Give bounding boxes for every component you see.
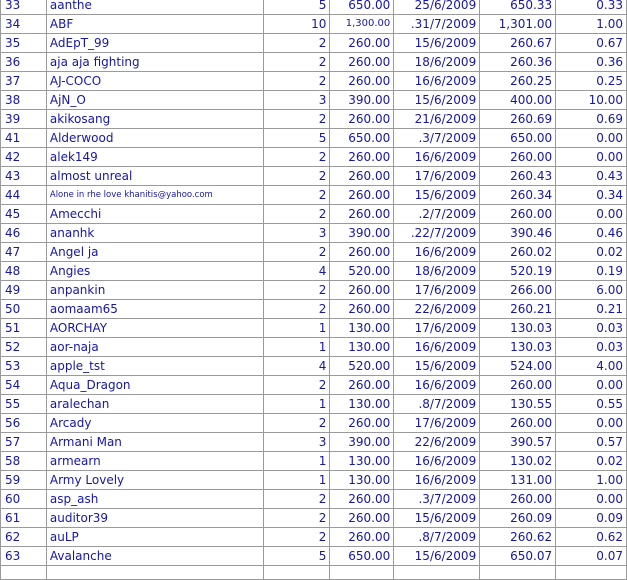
total-cell[interactable]: 390.46 [480,224,556,243]
difference-cell[interactable]: 4.00 [556,357,627,376]
table-row [1,357,627,376]
name-cell[interactable]: AORCHAY [46,319,263,338]
quantity-cell[interactable]: 4 [263,357,330,376]
table-row [1,0,627,15]
table-row [1,338,627,357]
quantity-cell[interactable]: 2 [263,148,330,167]
amount-cell[interactable]: 390.00 [330,224,394,243]
date-cell[interactable]: .2/7/2009 [394,205,480,224]
quantity-cell[interactable]: 2 [263,414,330,433]
difference-cell[interactable]: 0.03 [556,338,627,357]
table-row [1,34,627,53]
amount-cell[interactable]: 390.00 [330,91,394,110]
date-cell[interactable]: 21/6/2009 [394,110,480,129]
name-cell[interactable]: Alone in rhe love khanitis@yahoo.com [46,186,263,205]
row-number-cell[interactable]: 46 [1,224,47,243]
difference-cell[interactable]: 1.00 [556,471,627,490]
name-cell[interactable]: aanthe [46,0,263,15]
name-cell[interactable]: Amecchi [46,205,263,224]
table-row [1,528,627,547]
quantity-cell[interactable]: 1 [263,452,330,471]
date-cell[interactable]: 25/6/2009 [394,0,480,15]
total-cell[interactable]: 260.02 [480,243,556,262]
date-cell[interactable]: 17/6/2009 [394,319,480,338]
difference-cell[interactable]: 0.36 [556,53,627,72]
quantity-cell[interactable]: 5 [263,0,330,15]
difference-cell[interactable]: 0.46 [556,224,627,243]
quantity-cell[interactable]: 2 [263,300,330,319]
row-number-cell[interactable]: 42 [1,148,47,167]
name-cell[interactable]: Aqua_Dragon [46,376,263,395]
quantity-cell[interactable]: 1 [263,338,330,357]
name-cell[interactable]: akikosang [46,110,263,129]
amount-cell[interactable]: 260.00 [330,34,394,53]
total-cell[interactable]: 266.00 [480,281,556,300]
table-row [1,490,627,509]
date-cell[interactable]: 17/6/2009 [394,167,480,186]
amount-cell[interactable]: 650.00 [330,129,394,148]
date-cell[interactable]: .8/7/2009 [394,395,480,414]
amount-cell[interactable]: 1,300.00 [330,15,394,34]
date-cell[interactable]: 16/6/2009 [394,72,480,91]
date-cell[interactable]: .8/7/2009 [394,528,480,547]
row-number-cell[interactable]: 38 [1,91,47,110]
amount-cell[interactable]: 520.00 [330,357,394,376]
date-cell[interactable]: 18/6/2009 [394,53,480,72]
difference-cell[interactable]: 0.03 [556,319,627,338]
row-number-cell[interactable]: 36 [1,53,47,72]
empty-cell[interactable] [480,566,556,580]
quantity-cell[interactable]: 2 [263,376,330,395]
table-row [1,376,627,395]
name-cell[interactable]: Armani Man [46,433,263,452]
total-cell[interactable]: 260.00 [480,148,556,167]
amount-cell[interactable]: 260.00 [330,205,394,224]
quantity-cell[interactable]: 3 [263,433,330,452]
name-cell[interactable]: almost unreal [46,167,263,186]
row-number-cell[interactable]: 56 [1,414,47,433]
name-cell[interactable]: ananhk [46,224,263,243]
quantity-cell[interactable]: 2 [263,110,330,129]
total-cell[interactable]: 260.00 [480,205,556,224]
amount-cell[interactable]: 260.00 [330,376,394,395]
name-cell[interactable]: apple_tst [46,357,263,376]
quantity-cell[interactable]: 2 [263,72,330,91]
table-row [1,224,627,243]
date-cell[interactable]: 22/6/2009 [394,300,480,319]
date-cell[interactable]: .22/7/2009 [394,224,480,243]
table-row [1,129,627,148]
row-number-cell[interactable]: 45 [1,205,47,224]
date-cell[interactable]: 16/6/2009 [394,148,480,167]
table-row [1,414,627,433]
row-number-cell[interactable]: 54 [1,376,47,395]
difference-cell[interactable]: 0.00 [556,129,627,148]
table-row [1,547,627,566]
empty-cell[interactable] [330,566,394,580]
total-cell[interactable]: 260.25 [480,72,556,91]
row-number-cell[interactable]: 41 [1,129,47,148]
table-row [1,205,627,224]
total-cell[interactable]: 260.21 [480,300,556,319]
row-number-cell[interactable]: 34 [1,15,47,34]
table-row [1,452,627,471]
table-row [1,262,627,281]
date-cell[interactable]: 15/6/2009 [394,34,480,53]
row-number-cell[interactable]: 63 [1,547,47,566]
date-cell[interactable]: 18/6/2009 [394,262,480,281]
total-cell[interactable]: 260.67 [480,34,556,53]
total-cell[interactable]: 130.55 [480,395,556,414]
date-cell[interactable]: .3/7/2009 [394,490,480,509]
difference-cell[interactable]: 0.00 [556,205,627,224]
quantity-cell[interactable]: 2 [263,243,330,262]
row-number-cell[interactable]: 37 [1,72,47,91]
name-cell[interactable]: auditor39 [46,509,263,528]
quantity-cell[interactable]: 1 [263,395,330,414]
quantity-cell[interactable]: 2 [263,167,330,186]
difference-cell[interactable]: 0.67 [556,34,627,53]
amount-cell[interactable]: 520.00 [330,262,394,281]
amount-cell[interactable]: 390.00 [330,433,394,452]
row-number-cell[interactable]: 59 [1,471,47,490]
quantity-cell[interactable]: 2 [263,528,330,547]
empty-cell[interactable] [394,566,480,580]
date-cell[interactable]: 17/6/2009 [394,414,480,433]
date-cell[interactable]: 15/6/2009 [394,509,480,528]
total-cell[interactable]: 650.07 [480,547,556,566]
amount-cell[interactable]: 260.00 [330,167,394,186]
amount-cell[interactable]: 130.00 [330,319,394,338]
date-cell[interactable]: 16/6/2009 [394,376,480,395]
name-cell[interactable]: asp_ash [46,490,263,509]
table-row [1,509,627,528]
date-cell[interactable]: .31/7/2009 [394,15,480,34]
table-row [1,433,627,452]
quantity-cell[interactable]: 2 [263,281,330,300]
empty-cell[interactable] [1,566,47,580]
difference-cell[interactable]: 0.00 [556,414,627,433]
name-cell[interactable]: ABF [46,15,263,34]
total-cell[interactable]: 650.00 [480,129,556,148]
row-number-cell[interactable]: 53 [1,357,47,376]
amount-cell[interactable]: 650.00 [330,547,394,566]
total-cell[interactable]: 130.03 [480,338,556,357]
table-row [1,319,627,338]
quantity-cell[interactable]: 1 [263,319,330,338]
table-row [1,110,627,129]
total-cell[interactable]: 260.43 [480,167,556,186]
total-cell[interactable]: 390.57 [480,433,556,452]
amount-cell[interactable]: 260.00 [330,53,394,72]
total-cell[interactable]: 260.00 [480,490,556,509]
quantity-cell[interactable]: 5 [263,129,330,148]
quantity-cell[interactable]: 2 [263,509,330,528]
name-cell[interactable]: Avalanche [46,547,263,566]
name-cell[interactable]: Angies [46,262,263,281]
amount-cell[interactable]: 260.00 [330,281,394,300]
row-number-cell[interactable]: 33 [1,0,47,15]
date-cell[interactable]: .3/7/2009 [394,129,480,148]
difference-cell[interactable]: 0.43 [556,167,627,186]
total-cell[interactable]: 260.62 [480,528,556,547]
difference-cell[interactable]: 0.34 [556,186,627,205]
difference-cell[interactable]: 0.00 [556,376,627,395]
row-number-cell[interactable]: 47 [1,243,47,262]
name-cell[interactable]: Arcady [46,414,263,433]
name-cell[interactable]: aralechan [46,395,263,414]
difference-cell[interactable]: 10.00 [556,91,627,110]
table-row [1,281,627,300]
row-number-cell[interactable]: 48 [1,262,47,281]
difference-cell[interactable]: 0.25 [556,72,627,91]
amount-cell[interactable]: 260.00 [330,243,394,262]
empty-cell[interactable] [556,566,627,580]
row-number-cell[interactable]: 58 [1,452,47,471]
row-number-cell[interactable]: 62 [1,528,47,547]
row-number-cell[interactable]: 35 [1,34,47,53]
quantity-cell[interactable]: 2 [263,205,330,224]
date-cell[interactable]: 16/6/2009 [394,471,480,490]
row-number-cell[interactable]: 43 [1,167,47,186]
total-cell[interactable]: 650.33 [480,0,556,15]
name-cell[interactable]: AjN_O [46,91,263,110]
date-cell[interactable]: 16/6/2009 [394,452,480,471]
amount-cell[interactable]: 650.00 [330,0,394,15]
date-cell[interactable]: 15/6/2009 [394,91,480,110]
amount-cell[interactable]: 260.00 [330,509,394,528]
name-cell[interactable]: aor-naja [46,338,263,357]
amount-cell[interactable]: 260.00 [330,186,394,205]
total-cell[interactable]: 130.03 [480,319,556,338]
quantity-cell[interactable]: 2 [263,490,330,509]
quantity-cell[interactable]: 4 [263,262,330,281]
empty-cell[interactable] [263,566,330,580]
difference-cell[interactable]: 0.33 [556,0,627,15]
difference-cell[interactable]: 0.21 [556,300,627,319]
table-row [1,53,627,72]
total-cell[interactable]: 260.00 [480,414,556,433]
total-cell[interactable]: 520.19 [480,262,556,281]
difference-cell[interactable]: 0.55 [556,395,627,414]
name-cell[interactable]: auLP [46,528,263,547]
row-number-cell[interactable]: 44 [1,186,47,205]
amount-cell[interactable]: 130.00 [330,471,394,490]
table-row [1,72,627,91]
amount-cell[interactable]: 260.00 [330,528,394,547]
total-cell[interactable]: 524.00 [480,357,556,376]
name-cell[interactable]: Alderwood [46,129,263,148]
total-cell[interactable]: 260.69 [480,110,556,129]
amount-cell[interactable]: 260.00 [330,300,394,319]
row-number-cell[interactable]: 52 [1,338,47,357]
date-cell[interactable]: 15/6/2009 [394,547,480,566]
date-cell[interactable]: 17/6/2009 [394,281,480,300]
difference-cell[interactable]: 0.19 [556,262,627,281]
row-number-cell[interactable]: 61 [1,509,47,528]
date-cell[interactable]: 16/6/2009 [394,243,480,262]
table-row [1,91,627,110]
total-cell[interactable]: 260.00 [480,376,556,395]
quantity-cell[interactable]: 3 [263,91,330,110]
table-row [1,186,627,205]
amount-cell[interactable]: 260.00 [330,72,394,91]
date-cell[interactable]: 15/6/2009 [394,357,480,376]
total-cell[interactable]: 260.09 [480,509,556,528]
row-number-cell[interactable]: 39 [1,110,47,129]
quantity-cell[interactable]: 2 [263,186,330,205]
table-row [1,15,627,34]
table-row-partial [1,566,627,580]
quantity-cell[interactable]: 5 [263,547,330,566]
name-cell[interactable]: Army Lovely [46,471,263,490]
table-row [1,300,627,319]
table-row [1,167,627,186]
difference-cell[interactable]: 0.09 [556,509,627,528]
total-cell[interactable]: 400.00 [480,91,556,110]
total-cell[interactable]: 260.36 [480,53,556,72]
difference-cell[interactable]: 0.02 [556,452,627,471]
date-cell[interactable]: 15/6/2009 [394,186,480,205]
name-cell[interactable]: anpankin [46,281,263,300]
difference-cell[interactable]: 0.02 [556,243,627,262]
row-number-cell[interactable]: 50 [1,300,47,319]
amount-cell[interactable]: 130.00 [330,338,394,357]
amount-cell[interactable]: 260.00 [330,414,394,433]
row-number-cell[interactable]: 51 [1,319,47,338]
difference-cell[interactable]: 0.00 [556,148,627,167]
row-number-cell[interactable]: 60 [1,490,47,509]
quantity-cell[interactable]: 2 [263,34,330,53]
amount-cell[interactable]: 130.00 [330,395,394,414]
table-row [1,148,627,167]
difference-cell[interactable]: 0.07 [556,547,627,566]
name-cell[interactable]: armearn [46,452,263,471]
date-cell[interactable]: 22/6/2009 [394,433,480,452]
difference-cell[interactable]: 0.62 [556,528,627,547]
name-cell[interactable]: AJ-COCO [46,72,263,91]
row-number-cell[interactable]: 55 [1,395,47,414]
name-cell[interactable]: Angel ja [46,243,263,262]
name-cell[interactable]: aja aja fighting [46,53,263,72]
amount-cell[interactable]: 260.00 [330,110,394,129]
total-cell[interactable]: 131.00 [480,471,556,490]
name-cell[interactable]: aomaam65 [46,300,263,319]
row-number-cell[interactable]: 57 [1,433,47,452]
amount-cell[interactable]: 260.00 [330,490,394,509]
row-number-cell[interactable]: 49 [1,281,47,300]
difference-cell[interactable]: 1.00 [556,15,627,34]
name-cell[interactable]: alek149 [46,148,263,167]
name-cell[interactable]: AdEpT_99 [46,34,263,53]
table-row [1,395,627,414]
table-row [1,471,627,490]
amount-cell[interactable]: 130.00 [330,452,394,471]
table-row [1,243,627,262]
total-cell[interactable]: 260.34 [480,186,556,205]
total-cell[interactable]: 1,301.00 [480,15,556,34]
total-cell[interactable]: 130.02 [480,452,556,471]
amount-cell[interactable]: 260.00 [330,148,394,167]
difference-cell[interactable]: 6.00 [556,281,627,300]
quantity-cell[interactable]: 2 [263,53,330,72]
quantity-cell[interactable]: 1 [263,471,330,490]
quantity-cell[interactable]: 3 [263,224,330,243]
quantity-cell[interactable]: 10 [263,15,330,34]
difference-cell[interactable]: 0.69 [556,110,627,129]
empty-cell[interactable] [46,566,263,580]
difference-cell[interactable]: 0.00 [556,490,627,509]
difference-cell[interactable]: 0.57 [556,433,627,452]
date-cell[interactable]: 16/6/2009 [394,338,480,357]
